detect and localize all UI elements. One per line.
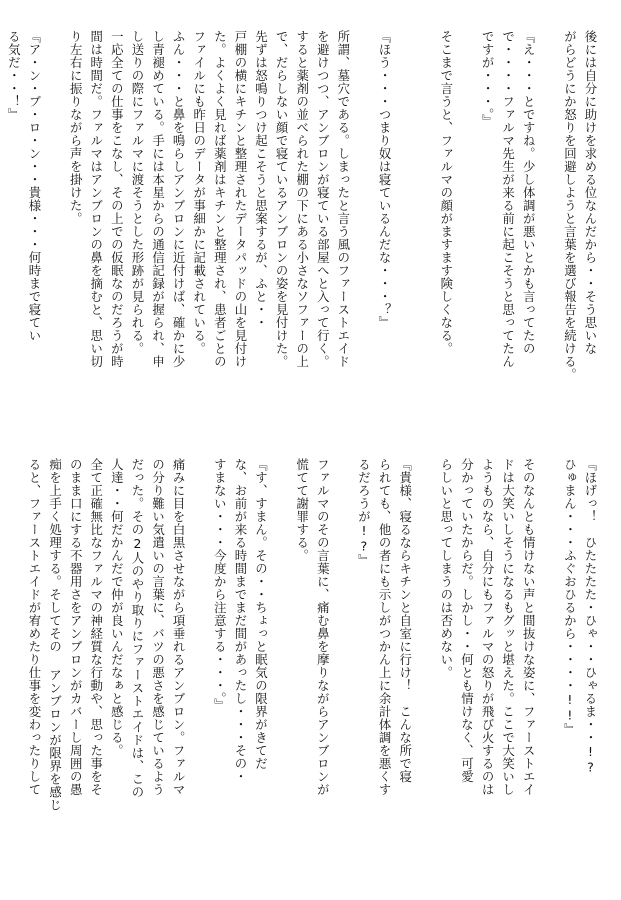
text-column: のまま口にする不器用さをアンブロンがカバーし周囲の愚 [68,458,84,796]
text-column [188,458,209,870]
text-column: 『貴様、寝るならキチンと自室に行け！ こんな所で寝 [397,458,413,783]
text-column: ふん・・・と鼻を鳴らしアンブロンに近付けば、確かに少 [171,30,187,368]
text-column: 慌てて謝罪する。 [294,458,310,562]
text-column [456,30,477,438]
text-column: ファイルにも昨日のデータが事細かに記載されている。 [191,30,207,355]
text-column: り左右に振りながら声を掛けた。 [68,30,84,225]
text-column: 『す、すまん。その・・ちょっと眠気の限界がきてだ [253,458,269,770]
text-column: し送りの際にファルマに渡そうとした形跡が見られる。 [129,30,145,355]
text-column: そのなんとも情けない声と間抜けな姿に、ファーストエイ [521,458,537,796]
text-column: ファルマのその言葉に、痛む鼻を摩りながらアンブロンが [315,458,331,796]
text-column: 『ア・ン・ブ・ロ・ン・・貴様・・・何時まで寝てい [26,30,42,342]
text-column [353,30,374,438]
text-column: を避けつつ、アンブロンが寝ている部屋へと入って行く。 [315,30,331,368]
text-column: 『え・・・とですね。少し体調が悪いとかも言ってたの [521,30,537,355]
text-column: るだろうが!?』 [356,458,372,568]
text-column [394,30,415,438]
text-column: だった。その2人のやり取りにファーストエイドは、この [129,458,145,799]
text-column: ると、ファーストエイドが宥めたり仕事を変わったりして [26,458,42,796]
text-column: で、だらしない顔で寝ているアンブロンの姿を見付けた。 [274,30,290,368]
text-column [415,30,436,438]
text-column: 分かっていたからだ。しかし・・何とも情けなく、可愛 [459,458,475,783]
text-column: な、お前が来る時間までまだ間があったし・・・その・ [232,458,248,783]
text-column: られても、他の者にも示しがつかん上に余計体調を悪くす [377,458,393,796]
text-column: 戸棚の横にキチンと整理されたデータパッドの山を見付け [232,30,248,368]
text-column: 後には自分に助けを求める位なんだから・・そう思いな [583,30,598,355]
text-column [332,458,353,870]
text-column: すまない・・・今度から注意する・・・。』 [212,458,228,712]
text-column [538,30,559,438]
text-column: 痛みに目を白黒させながら項垂れるアンブロン。ファルマ [171,458,187,796]
top-text-block [6,30,600,438]
text-column: 『ほげっ！ ひたたたた・ひゃ・・ひゃるま・・!? [583,458,598,776]
text-column: る気だ・・！』 [6,30,22,121]
text-column: 一応全ての仕事をこなし、その上での仮眠なのだろうが時 [109,30,125,368]
text-column: た。よくよく見れば薬剤はキチンと整理され、患者ごとの [212,30,228,368]
text-column [44,30,65,438]
text-column [538,458,559,870]
text-column: 人達・・何だかんだで仲が良いんだなぁと感じる。 [109,458,125,757]
text-column: 間は時間だ。ファルマはアンブロンの鼻を摘むと、思い切 [88,30,104,368]
text-column [415,458,436,870]
text-column: 痴を上手く処理する。そしてその アンブロンが限界を感じ [47,458,63,812]
text-column [271,458,292,870]
text-column: ようものなら、自分にもファルマの怒りが飛び火するのは [480,458,496,796]
text-column: そこまで言うと、ファルマの顔がますます険しくなる。 [438,30,454,355]
bottom-text-block [18,458,600,870]
text-column: し青褪めている。手には本星からの通信記録が握られ、申 [150,30,166,368]
text-column: らしいと思ってしまうのは否めない。 [438,458,454,679]
text-column: 所謂、墓穴である。しまったと言う風のファーストエイド [335,30,351,368]
text-column: 全て正確無比なファルマの神経質な行動や、思った事をそ [88,458,104,796]
text-column: 『ほう・・・つまり奴は寝ているんだな・・・？』 [377,30,393,329]
text-column: ですが・・・。』 [480,30,496,128]
text-column: がらどうにか怒りを回避しようと言葉を選び報告を続ける。 [562,30,578,381]
text-column: ひゅまん・・・ふぐおひるから・・・・!!』 [562,458,578,737]
text-column: の分り難い気遣いの言葉に、バツの悪さを感じているよう [150,458,166,796]
text-column: ドは大笑いしそうになるもグッと堪えた。ここで大笑いし [500,458,516,796]
text-column: 先ずは怒鳴りつけ起こそうと思案するが、ふと・・ [253,30,269,329]
text-column: で・・・・ファルマ先生が来る前に起こそうと思ってたん [500,30,516,368]
text-column: すると薬剤の並べられた棚の下にある小さなソファーの上 [294,30,310,368]
